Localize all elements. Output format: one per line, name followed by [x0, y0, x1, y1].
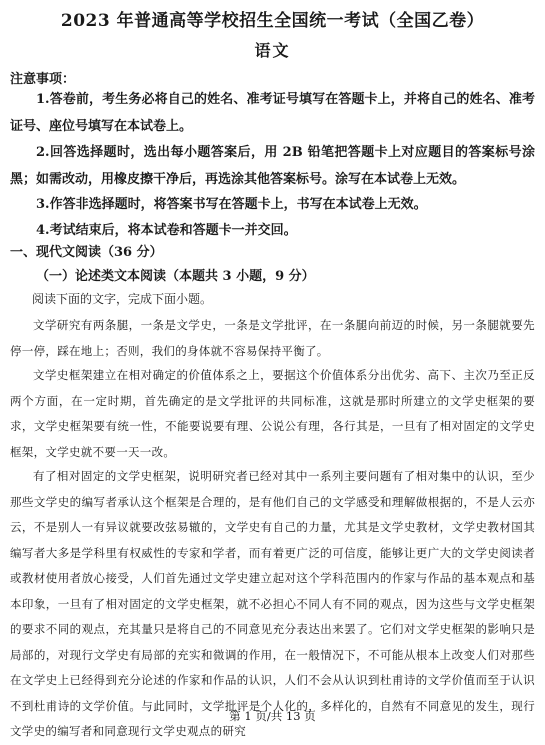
notice-item: 2.回答选择题时，选出每小题答案后，用 2B 铅笔把答题卡上对应题目的答案标号涂黑；如需改动，用橡皮擦干净后，再选涂其他答案标号。涂写在本试卷上无效。	[10, 145, 535, 187]
notice-item: 3.作答非选择题时，将答案书写在答题卡上，书写在本试卷上无效。	[36, 197, 427, 212]
passage-paragraph: 文学史框架建立在相对确定的价值体系之上，要据这个价值体系分出优劣、高下、主次乃至正反两个方面，在一定时期，首先确定的是文学批评的共同标准，这就是那时所建立的文学史框架的要求，文学史框架要有统一性，不能要说要有理、公说公有理，各行其是，一旦有了相对固定的文学史框架，文学史就不要一天一改。	[10, 368, 535, 459]
reading-instruction: 阅读下面的文字，完成下面小题。	[32, 292, 213, 306]
subject-title: 语文	[254, 41, 291, 60]
subsection-heading: （一）论述类文本阅读（本题共 3 小题，9 分）	[36, 269, 315, 284]
passage-paragraph: 有了相对固定的文学史框架，说明研究者已经对其中一系列主要问题有了相对集中的认识，至少那些文学史的编写者承认这个框架是合理的，是有他们自己的文学感受和理解做根据的，不是人云亦云，不是别人一有异议就要改弦易辙的，文学史有自己的力量，尤其是文学史教材，文学史教材国其编写者大多是学科里有权威性的专家和学者，而有着更广泛的可信度，能够让更广大的文学史阅读者或教材使用者放心接受，人们首先通过文学史建立起对这个学科范围内的作家与作品的基本观点和基本印象，一旦有了相对固定的文学史框架，就不必担心不同人有不同的观点，因为这些与文学史框架的要求不同的观点，充其量只是将自己的不同意见充分表达出来罢了。它们对文学史框架的影响只是局部的，对现行文学史有局部的充实和微调的作用，在一般情况下，不可能从根本上改变人们对那些在文学史上已经得到充分论述的作家和作品的认识，人们不会从认识到杜甫诗的文学价值而至于认识不到杜甫诗的文学价值。与此同时，文学批评是个人化的，多样化的，自然有不同意见的发生，现行文学史的编写者和同意现行文学史观点的研究	[10, 469, 535, 738]
notice-item: 1.答卷前，考生务必将自己的姓名、准考证号填写在答题卡上，并将自己的姓名、准考证号、座位号填写在本试卷上。	[10, 92, 535, 134]
page-footer: 第 1 页/共 13 页	[229, 709, 316, 723]
exam-title: 2023 年普通高等学校招生全国统一考试（全国乙卷）	[60, 11, 485, 31]
passage-paragraph: 文学研究有两条腿，一条是文学史，一条是文学批评，在一条腿向前迈的时候，另一条腿就要先停一停，踩在地上；否则，我们的身体就不容易保持平衡了。	[10, 318, 535, 358]
notice-heading: 注意事项：	[10, 72, 76, 87]
notice-item: 4.考试结束后，将本试卷和答题卡一并交回。	[36, 223, 297, 238]
section-heading: 一、现代文阅读（36 分）	[10, 245, 163, 260]
